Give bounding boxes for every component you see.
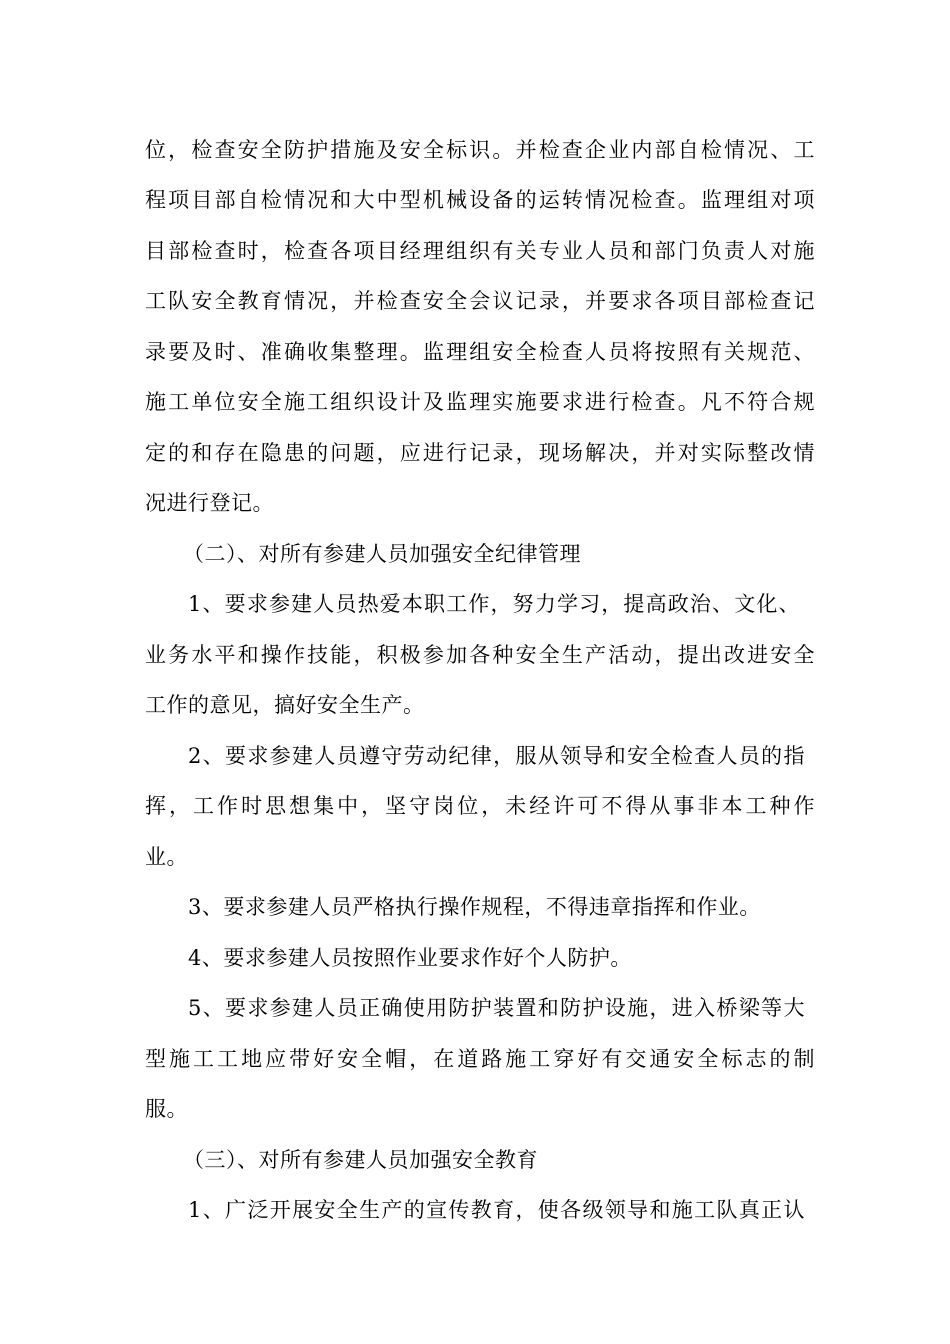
text-line: 业。 [145, 845, 188, 869]
text-line: 况进行登记。 [145, 491, 274, 515]
text-line: 4、要求参建人员按照作业要求作好个人防护。 [188, 946, 632, 970]
text-line: 1、要求参建人员热爱本职工作，努力学习，提高政治、文化、 [188, 592, 800, 616]
text-line: 位，检查安全防护措施及安全标识。并检查企业内部自检情况、工 [145, 138, 815, 162]
section-heading: （三）、对所有参建人员加强安全教育 [183, 1148, 538, 1172]
text-line: 录要及时、准确收集整理。监理组安全检查人员将按照有关规范、 [145, 340, 815, 364]
text-line: 服。 [145, 1097, 188, 1121]
text-line: 1、广泛开展安全生产的宣传教育，使各级领导和施工队真正认 [188, 1198, 805, 1222]
text-line: 型施工工地应带好安全帽，在道路施工穿好有交通安全标志的制 [145, 1047, 815, 1071]
text-line: 目部检查时，检查各项目经理组织有关专业人员和部门负责人对施 [145, 239, 815, 263]
text-line: 业务水平和操作技能，积极参加各种安全生产活动，提出改进安全 [145, 643, 815, 667]
text-line: 5、要求参建人员正确使用防护装置和防护设施，进入桥梁等大 [188, 996, 805, 1020]
text-line: 3、要求参建人员严格执行操作规程，不得违章指挥和作业。 [188, 895, 761, 919]
text-line: 2、要求参建人员遵守劳动纪律，服从领导和安全检查人员的指 [188, 744, 805, 768]
text-line: 程项目部自检情况和大中型机械设备的运转情况检查。监理组对项 [145, 188, 815, 212]
text-line: 施工单位安全施工组织设计及监理实施要求进行检查。凡不符合规 [145, 390, 815, 414]
section-heading: （二）、对所有参建人员加强安全纪律管理 [183, 542, 581, 566]
text-line: 工作的意见，搞好安全生产。 [145, 693, 425, 717]
text-line: 挥，工作时思想集中，坚守岗位，未经许可不得从事非本工种作 [145, 794, 815, 818]
text-line: 定的和存在隐患的问题，应进行记录，现场解决，并对实际整改情 [145, 441, 815, 465]
text-line: 工队安全教育情况，并检查安全会议记录，并要求各项目部检查记 [145, 289, 815, 313]
